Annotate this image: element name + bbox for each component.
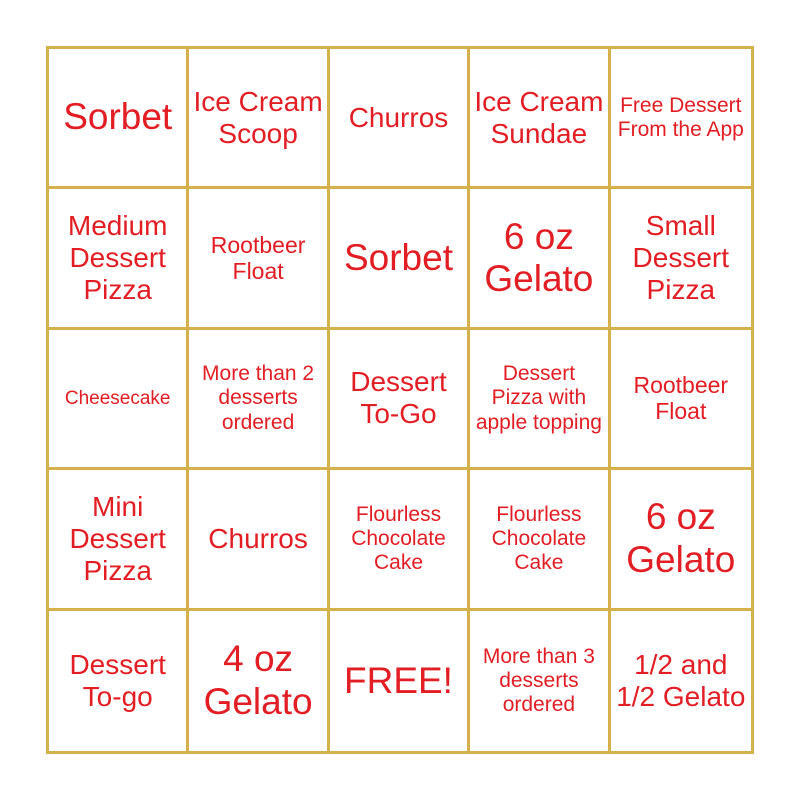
cell-label: Rootbeer Float — [633, 372, 729, 425]
cell-label: Dessert To-Go — [350, 366, 447, 430]
free-space-label: FREE! — [344, 659, 453, 701]
cell-label: Churros — [348, 101, 449, 133]
cell-label: Dessert To-go — [69, 648, 166, 712]
cell-label: Ice Cream Scoop — [193, 85, 323, 149]
bingo-cell[interactable] — [189, 611, 329, 751]
cell-label: Churros — [208, 522, 308, 554]
cell-label: Flourless Chocolate Cake — [491, 502, 587, 574]
bingo-cell[interactable] — [470, 189, 610, 329]
bingo-cell[interactable] — [330, 49, 470, 189]
bingo-cell[interactable] — [49, 49, 189, 189]
bingo-cell[interactable] — [49, 330, 189, 470]
bingo-cell[interactable] — [49, 611, 189, 751]
bingo-cell[interactable] — [189, 49, 329, 189]
cell-label: Mini Dessert Pizza — [69, 490, 166, 586]
bingo-cell[interactable] — [330, 330, 470, 470]
cell-label: 4 oz Gelato — [203, 638, 313, 722]
bingo-cell[interactable] — [611, 470, 751, 610]
bingo-cell[interactable] — [189, 189, 329, 329]
cell-label: More than 2 desserts ordered — [202, 362, 315, 434]
bingo-cell[interactable] — [611, 611, 751, 751]
cell-label: Sorbet — [63, 96, 173, 138]
free-space-cell[interactable] — [330, 611, 470, 751]
cell-label: Sorbet — [343, 236, 453, 278]
bingo-cell[interactable] — [611, 49, 751, 189]
cell-label: 6 oz Gelato — [626, 496, 736, 580]
bingo-board — [46, 46, 754, 754]
bingo-cell[interactable] — [49, 189, 189, 329]
bingo-cell[interactable] — [49, 470, 189, 610]
cell-label: Small Dessert Pizza — [632, 209, 730, 306]
cell-label: Flourless Chocolate Cake — [351, 502, 446, 574]
cell-label: 1/2 and 1/2 Gelato — [616, 648, 746, 712]
bingo-cell[interactable] — [330, 189, 470, 329]
bingo-cell[interactable] — [330, 470, 470, 610]
cell-label: Dessert Pizza with apple topping — [475, 362, 602, 434]
bingo-cell[interactable] — [470, 330, 610, 470]
bingo-cell[interactable] — [470, 49, 610, 189]
cell-label: Free Dessert From the App — [617, 93, 744, 141]
bingo-cell[interactable] — [189, 330, 329, 470]
bingo-cell[interactable] — [189, 470, 329, 610]
cell-label: More than 3 desserts ordered — [482, 644, 595, 716]
bingo-cell[interactable] — [611, 189, 751, 329]
cell-label: Rootbeer Float — [210, 231, 306, 285]
bingo-cell[interactable] — [470, 470, 610, 610]
cell-label: Cheesecake — [64, 387, 171, 409]
bingo-cell[interactable] — [470, 611, 610, 751]
cell-label: Medium Dessert Pizza — [67, 209, 168, 306]
cell-label: Ice Cream Sundae — [474, 85, 604, 149]
bingo-cell[interactable] — [611, 330, 751, 470]
cell-label: 6 oz Gelato — [484, 215, 594, 300]
